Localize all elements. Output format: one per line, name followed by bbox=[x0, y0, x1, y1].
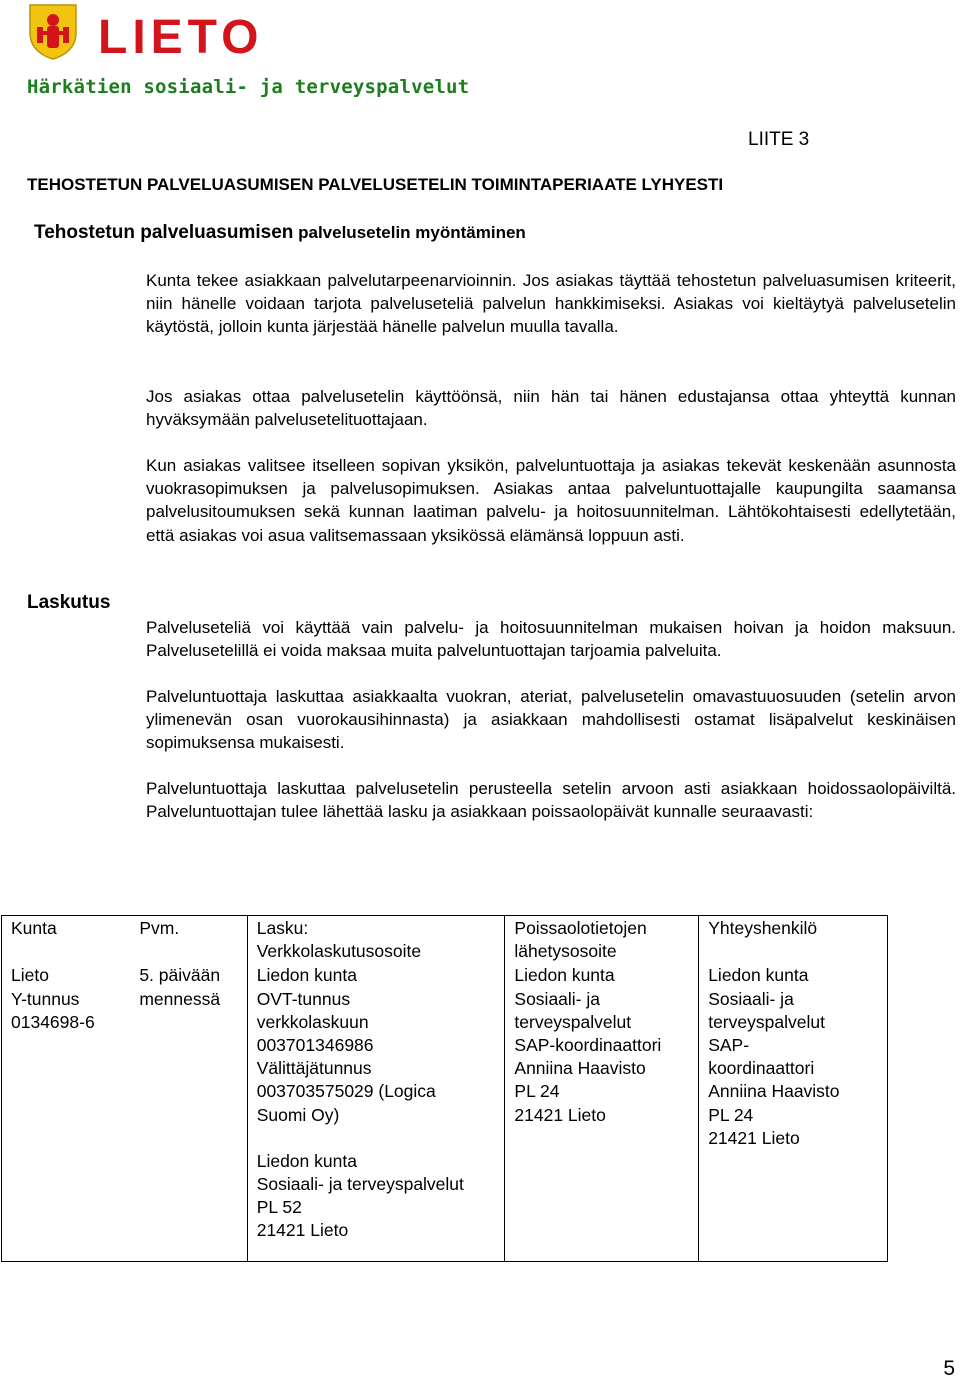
paragraph-voucher-usage: Palveluseteliä voi käyttää vain palvelu- ja hoitosuunnitelman mukaisen hoivan ja hoidon maksuun. Palvelusetelillä ei voida maksaa muita palveluntuottajan tarjoamia palveluita. bbox=[146, 618, 956, 661]
cell-line: PL 24 bbox=[708, 1104, 754, 1125]
section-title bbox=[34, 222, 526, 244]
cell-line: PL 52 bbox=[256, 1197, 302, 1218]
header-text: Yhteyshenkilö bbox=[708, 918, 818, 938]
page-number: 5 bbox=[943, 1357, 955, 1380]
cell-line: 21421 Lieto bbox=[514, 1104, 606, 1125]
attachment-label: LIITE 3 bbox=[748, 129, 810, 150]
header-cell-lasku bbox=[247, 916, 505, 964]
cell-line: terveyspalvelut bbox=[708, 1011, 825, 1032]
cell-line: OVT-tunnus bbox=[256, 988, 351, 1009]
cell-kunta bbox=[2, 963, 131, 1261]
cell-line: 003701346986 bbox=[256, 1035, 374, 1056]
cell-line: 5. päivään bbox=[139, 965, 221, 986]
cell-line: Liedon kunta bbox=[514, 965, 615, 986]
cell-line: SAP- bbox=[708, 1035, 750, 1056]
header-text: Pvm. bbox=[139, 918, 180, 938]
table-header-row bbox=[2, 916, 888, 964]
cell-line: 21421 Lieto bbox=[708, 1127, 800, 1148]
section-title-bold: Tehostetun palveluasumisen bbox=[34, 222, 294, 243]
cell-line: Liedon kunta bbox=[256, 1150, 357, 1171]
cell-pvm bbox=[130, 963, 247, 1261]
billing-contacts-table bbox=[1, 915, 888, 1262]
cell-poissaolo bbox=[505, 963, 699, 1261]
paragraph-provider-billing-client: Palveluntuottaja laskuttaa asiakkaalta vuokran, ateriat, palvelusetelin omavastuuosuuden (setelin arvon ylimenevän osan vuorokausihinnasta) ja asiakkaan mahdollisesti ostamat lisäpalvelut keskinäisen sopimuksensa mukaisesti. bbox=[146, 687, 956, 753]
cell-line: Suomi Oy) bbox=[256, 1104, 340, 1125]
cell-line: Anniina Haavisto bbox=[514, 1058, 646, 1079]
lieto-logo-wordmark: LIETO bbox=[98, 11, 264, 64]
header-text: lähetysosoite bbox=[514, 941, 617, 962]
cell-line: Anniina Haavisto bbox=[708, 1081, 840, 1102]
header-text: Kunta bbox=[11, 918, 57, 938]
document-title: TEHOSTETUN PALVELUASUMISEN PALVELUSETELIN TOIMINTAPERIAATE LYHYESTI bbox=[27, 175, 724, 194]
cell-line: 003703575029 (Logica bbox=[256, 1081, 436, 1102]
cell-spacer bbox=[257, 1127, 505, 1150]
billing-section-label: Laskutus bbox=[27, 592, 111, 613]
cell-line: 0134698-6 bbox=[11, 1011, 95, 1032]
cell-line: Sosiaali- ja bbox=[514, 988, 601, 1009]
cell-line: koordinaattori bbox=[708, 1058, 815, 1079]
cell-line: mennessä bbox=[139, 988, 221, 1009]
header-cell-poissaolo bbox=[505, 916, 699, 964]
paragraph-taking-voucher: Jos asiakas ottaa palvelusetelin käyttöönsä, niin hän tai hänen edustajansa ottaa yhteyttä kunnan hyväksymään palvelusetelituottajaan. bbox=[146, 387, 956, 430]
cell-line: Lieto bbox=[11, 965, 49, 986]
cell-line: Y-tunnus bbox=[11, 988, 80, 1009]
cell-line: verkkolaskuun bbox=[256, 1011, 369, 1032]
header-cell-kunta bbox=[2, 916, 131, 964]
cell-line: Liedon kunta bbox=[256, 965, 357, 986]
paragraph-choosing-unit: Kun asiakas valitsee itselleen sopivan yksikön, palveluntuottaja ja asiakas tekevät keskenään asunnosta vuokrasopimuksen ja palvelusopimuksen. Asiakas antaa palveluntuottajalle kaupungilta saamansa palvelusitoumuksen sekä kunnan laatiman palvelu- ja hoitosuunnitelman. Lähtökohtaisesti edellytetään, että asiakas voi asua valitsemassaan yksikössä elämänsä loppuun asti. bbox=[146, 456, 956, 545]
cell-line: Välittäjätunnus bbox=[256, 1058, 372, 1079]
table-row bbox=[2, 963, 888, 1261]
paragraph-assessment: Kunta tekee asiakkaan palvelutarpeenarvioinnin. Jos asiakas täyttää tehostetun palveluasumisen kriteerit, niin hänelle voidaan tarjota palveluseteliä palvelun hankkimiseksi. Asiakas voi kieltäytyä palvelusetelin käytöstä, jolloin kunta järjestää hänelle palvelun muulla tavalla. bbox=[146, 271, 956, 337]
cell-line: Sosiaali- ja bbox=[708, 988, 794, 1009]
cell-line: SAP-koordinaattori bbox=[514, 1035, 662, 1056]
organization-name: Härkätien sosiaali- ja terveyspalvelut bbox=[27, 76, 470, 98]
cell-line: 21421 Lieto bbox=[256, 1220, 349, 1241]
lieto-coat-of-arms-icon bbox=[28, 3, 78, 60]
section-title-rest: palvelusetelin myöntäminen bbox=[293, 223, 526, 242]
cell-lasku bbox=[247, 963, 505, 1261]
paragraph-provider-billing-municipality: Palveluntuottaja laskuttaa palvelusetelin perusteella setelin arvoon asti asiakkaan hoidossaolopäiviltä. Palveluntuottajan tulee lähettää lasku ja asiakkaan poissaolopäivät kunnalle seuraavasti: bbox=[146, 779, 956, 822]
cell-line: Liedon kunta bbox=[708, 965, 809, 986]
header-text: Lasku: bbox=[256, 918, 309, 938]
cell-line: terveyspalvelut bbox=[514, 1011, 632, 1032]
header-cell-pvm bbox=[130, 916, 247, 964]
cell-line: PL 24 bbox=[514, 1081, 560, 1102]
cell-line: Sosiaali- ja terveyspalvelut bbox=[256, 1174, 464, 1195]
header-text: Verkkolaskutusosoite bbox=[256, 941, 422, 962]
cell-yhteyshenkilo bbox=[699, 963, 888, 1261]
header-cell-yhteyshenkilo bbox=[699, 916, 888, 964]
header-text: Poissaolotietojen bbox=[514, 918, 647, 938]
